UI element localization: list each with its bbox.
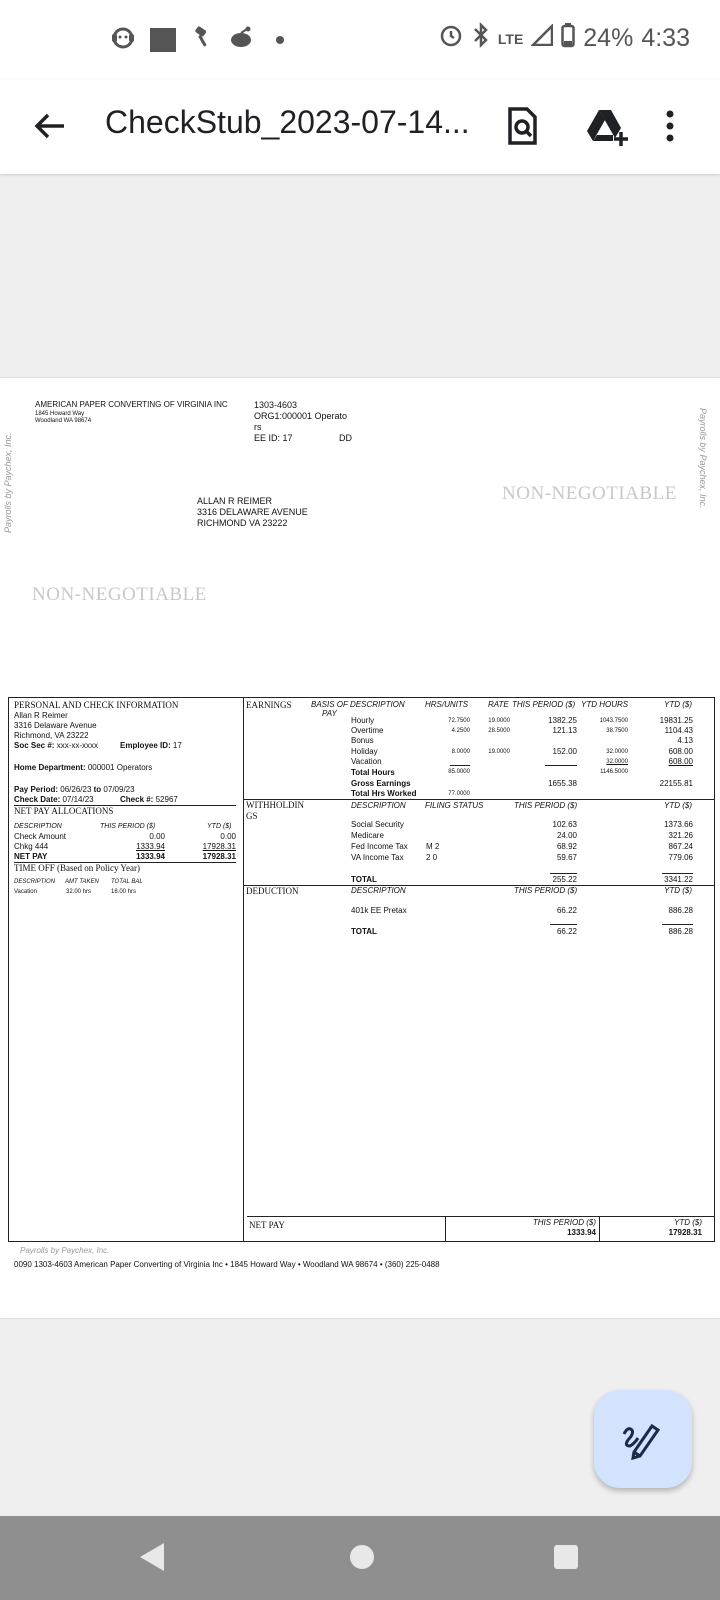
earnings-row-hrs: 72.7500 [448, 718, 470, 724]
reddit-notification-icon [228, 25, 254, 55]
alloc-col-this-period: THIS PERIOD ($) [100, 823, 156, 830]
nav-home-button[interactable] [348, 1543, 376, 1576]
withholdings-total-label: TOTAL [351, 875, 377, 884]
side-watermark-right: Payrolls by Paychex, Inc. [698, 408, 708, 509]
non-negotiable-watermark: NON-NEGOTIABLE [502, 483, 677, 504]
net-pay-col-ytd: YTD ($) [674, 1218, 702, 1227]
signal-icon [531, 24, 553, 53]
earnings-row-desc: Vacation [351, 757, 382, 766]
deductions-total-ytd: 886.28 [668, 927, 693, 936]
earnings-row-ytd: 608.00 [668, 747, 693, 756]
earnings-col-basis-2: PAY [322, 709, 337, 718]
earnings-row-hrs: 8.0000 [451, 749, 470, 755]
net-pay-label: NET PAY [249, 1220, 285, 1230]
earnings-header: EARNINGS [246, 700, 292, 710]
earnings-col-this-period: THIS PERIOD ($) [512, 700, 576, 709]
time-off-col-description: DESCRIPTION [14, 879, 56, 885]
withholding-row-desc: Social Security [351, 820, 404, 829]
alloc-row-ytd: 0.00 [220, 832, 236, 841]
deductions-col-this-period: THIS PERIOD ($) [514, 886, 578, 895]
home-dept-value: 000001 Operators [87, 763, 153, 772]
withholdings-col-description: DESCRIPTION [351, 801, 406, 810]
withholding-row-filing: M 2 [426, 842, 440, 851]
nav-home-icon [348, 1543, 376, 1571]
company-city: Woodland WA 98674 [35, 418, 92, 424]
document-title: CheckStub_2023-07-14... [105, 104, 470, 140]
earnings-row-this: 152.00 [552, 747, 577, 756]
time-off-row-desc: Vacation [14, 889, 37, 895]
earnings-row-rate: 19.0000 [488, 718, 510, 724]
divider [243, 885, 715, 886]
system-status [438, 22, 690, 55]
total-hours-label: Total Hours [351, 768, 395, 777]
ee-id: EE ID: 17 [254, 433, 293, 443]
earnings-row-ytd: 4.13 [677, 736, 693, 745]
withholdings-total-ytd: 3341.22 [664, 875, 693, 884]
earnings-col-ytd-hours: YTD HOURS [581, 700, 629, 709]
earnings-row-hrs: 4.2500 [451, 728, 470, 734]
home-dept-label: Home Department: [14, 763, 86, 772]
total-rule [550, 924, 577, 925]
alloc-col-ytd: YTD ($) [207, 823, 232, 830]
subtotal-line [545, 765, 577, 766]
more-options-button[interactable] [660, 104, 704, 148]
app-bar [0, 80, 720, 174]
earnings-row-ytd: 1104.43 [664, 726, 693, 735]
employee-id-label: Employee ID: [120, 741, 171, 750]
pay-period-from: 06/26/23 [60, 785, 92, 794]
alloc-row-desc: Chkg 444 [14, 842, 49, 851]
earnings-row-ytd-hours: 1043.7500 [599, 718, 628, 724]
deduction-row-ytd: 886.28 [668, 906, 693, 915]
deduction-row-desc: 401k EE Pretax [351, 906, 407, 915]
net-pay-divider [599, 1216, 600, 1242]
deductions-total-label: TOTAL [351, 927, 377, 936]
gross-earnings-ytd: 22155.81 [659, 779, 693, 788]
check-date-label: Check Date: [14, 795, 61, 804]
earnings-col-basis: BASIS OF [311, 700, 348, 709]
battery-percent: 24% [583, 24, 634, 52]
nav-back-button[interactable] [136, 1540, 168, 1579]
status-bar [0, 0, 720, 80]
payee-name: ALLAN R REIMER [197, 496, 273, 506]
total-hours-value: 85.0000 [448, 769, 470, 775]
deductions-header: DEDUCTION [246, 886, 299, 896]
check-number-label: Check #: [120, 795, 154, 804]
withholding-row-this: 24.00 [556, 831, 577, 840]
net-pay-col-this-period: THIS PERIOD ($) [532, 1218, 596, 1227]
earnings-col-hrs: HRS/UNITS [425, 700, 469, 709]
side-watermark-left: Payrolls by Paychex, Inc. [3, 432, 13, 533]
gross-earnings-this: 1655.38 [548, 779, 577, 788]
withholdings-col-this-period: THIS PERIOD ($) [514, 801, 578, 810]
employee-street: 3316 Delaware Avenue [14, 721, 97, 730]
pay-period-label: Pay Period: [14, 785, 59, 794]
net-pay-this: 1333.94 [567, 1228, 596, 1237]
alloc-row-ytd: 17928.31 [202, 842, 236, 851]
hammer-notification-icon [190, 25, 214, 55]
arrow-left-icon [28, 104, 72, 148]
earnings-row-desc: Hourly [351, 716, 375, 725]
personal-header: PERSONAL AND CHECK INFORMATION [14, 700, 179, 710]
alloc-row-this: 1333.94 [136, 852, 165, 861]
earnings-row-ytd-hours: 32.0000 [606, 759, 628, 765]
withholding-row-desc: Medicare [351, 831, 384, 840]
withholdings-total-this: 255.22 [552, 875, 577, 884]
total-ytd-hours: 1146.5000 [600, 769, 628, 775]
deductions-col-ytd: YTD ($) [664, 886, 692, 895]
non-negotiable-watermark: NON-NEGOTIABLE [32, 584, 207, 605]
app-notification-icon [150, 28, 176, 52]
more-notifications-icon [276, 36, 284, 44]
alloc-col-description: DESCRIPTION [14, 823, 62, 830]
withholding-row-this: 102.63 [552, 820, 577, 829]
annotate-fab[interactable] [594, 1390, 692, 1488]
divider [243, 799, 715, 800]
alloc-row-this: 1333.94 [136, 842, 165, 851]
total-worked-label: Total Hrs Worked [351, 789, 417, 798]
clock: 4:33 [641, 24, 690, 52]
pay-period-to: 07/09/23 [103, 785, 135, 794]
time-off-row-bal: 18.00 hrs [111, 889, 137, 895]
time-off-col-amt-taken: AMT TAKEN [65, 879, 99, 885]
headset-notification-icon [110, 24, 136, 56]
earnings-col-description: DESCRIPTION [350, 700, 405, 709]
alloc-row-this: 0.00 [149, 832, 165, 841]
withholdings-col-ytd: YTD ($) [664, 801, 692, 810]
withholding-row-desc: VA Income Tax [351, 853, 404, 862]
footer-brand: Payrolls by Paychex, Inc. [20, 1246, 110, 1255]
org-line-2: rs [254, 422, 262, 432]
network-type: LTE [497, 30, 524, 47]
check-number-value: 52967 [155, 795, 178, 804]
find-in-document-button[interactable] [500, 104, 544, 148]
total-rule [662, 873, 693, 874]
footer-line: 0090 1303-4603 American Paper Converting of Virginia Inc • 1845 Howard Way • Woodland WA 98674 • (360) 225-0488 [14, 1260, 440, 1269]
withholding-row-desc: Fed Income Tax [351, 842, 408, 851]
add-to-drive-button[interactable] [585, 104, 629, 148]
time-off-row-taken: 32.00 hrs [66, 889, 92, 895]
nav-back-icon [136, 1540, 168, 1574]
nav-recents-button[interactable] [552, 1543, 580, 1576]
deductions-total-this: 66.22 [556, 927, 577, 936]
total-worked-value: 77.0000 [448, 791, 470, 797]
payee-city: RICHMOND VA 23222 [197, 518, 288, 528]
back-button[interactable] [28, 104, 72, 148]
earnings-row-rate: 28.5000 [488, 728, 510, 734]
alloc-row-ytd: 17928.31 [202, 852, 236, 861]
document-search-icon [500, 104, 544, 148]
subtotal-line [450, 765, 470, 766]
navigation-bar [0, 1516, 720, 1600]
earnings-row-ytd-hours: 38.7500 [606, 728, 628, 734]
pay-period-to-label: to [93, 785, 102, 794]
net-pay-divider [445, 1216, 446, 1242]
notification-icons [110, 24, 284, 56]
net-pay-top-rule [247, 1216, 715, 1217]
withholding-row-this: 59.67 [556, 853, 577, 862]
more-vert-icon [660, 104, 680, 148]
check-date-value: 07/14/23 [62, 795, 94, 804]
earnings-row-this: 121.13 [552, 726, 577, 735]
earnings-col-rate: RATE [488, 700, 509, 709]
withholding-row-ytd: 321.26 [668, 831, 693, 840]
company-street: 1845 Howard Way [35, 411, 85, 417]
withholdings-header: WITHHOLDIN [246, 800, 304, 810]
earnings-row-desc: Overtime [351, 726, 384, 735]
employee-city: Richmond, VA 23222 [14, 731, 89, 740]
direct-deposit-flag: DD [339, 433, 352, 443]
alarm-icon [438, 22, 464, 55]
org-line-1: ORG1:000001 Operato [254, 411, 348, 421]
earnings-row-desc: Holiday [351, 747, 378, 756]
bluetooth-icon [472, 22, 490, 55]
total-rule [662, 924, 693, 925]
withholdings-col-filing: FILING STATUS [425, 801, 484, 810]
net-pay-ytd: 17928.31 [668, 1228, 702, 1237]
nav-recents-icon [552, 1543, 580, 1571]
soc-sec-value: xxx-xx-xxxx [56, 741, 99, 750]
earnings-col-ytd: YTD ($) [664, 700, 692, 709]
deductions-col-description: DESCRIPTION [351, 886, 406, 895]
earnings-row-ytd: 19831.25 [659, 716, 693, 725]
withholding-row-ytd: 867.24 [668, 842, 693, 851]
company-code: 1303-4603 [254, 400, 298, 410]
employee-name: Allan R Reimer [14, 711, 68, 720]
earnings-row-desc: Bonus [351, 736, 374, 745]
soc-sec-label: Soc Sec #: [14, 741, 55, 750]
net-pay-alloc-header: NET PAY ALLOCATIONS [14, 806, 114, 816]
time-off-col-total-bal: TOTAL BAL [111, 879, 143, 885]
deduction-row-this: 66.22 [556, 906, 577, 915]
total-rule [550, 873, 577, 874]
earnings-row-ytd: 608.00 [668, 757, 693, 766]
earnings-row-this: 1382.25 [548, 716, 577, 725]
withholding-row-ytd: 1373.66 [664, 820, 693, 829]
gross-earnings-label: Gross Earnings [351, 779, 411, 788]
column-divider [243, 697, 244, 1242]
time-off-header: TIME OFF (Based on Policy Year) [14, 863, 140, 873]
alloc-row-desc: NET PAY [14, 852, 48, 861]
earnings-row-ytd-hours: 32.0000 [606, 749, 628, 755]
payee-street: 3316 DELAWARE AVENUE [197, 507, 308, 517]
check-stub-page [0, 378, 720, 1318]
withholding-row-filing: 2 0 [426, 853, 438, 862]
battery-icon [561, 22, 575, 55]
withholding-row-this: 68.92 [556, 842, 577, 851]
drive-add-icon [585, 104, 631, 148]
alloc-row-desc: Check Amount [14, 832, 67, 841]
withholding-row-ytd: 779.06 [668, 853, 693, 862]
withholdings-header-2: GS [246, 811, 258, 821]
company-name: AMERICAN PAPER CONVERTING OF VIRGINIA INC [35, 400, 228, 409]
earnings-row-rate: 19.0000 [488, 749, 510, 755]
edit-signature-icon [594, 1390, 692, 1488]
employee-id-value: 17 [172, 741, 182, 750]
